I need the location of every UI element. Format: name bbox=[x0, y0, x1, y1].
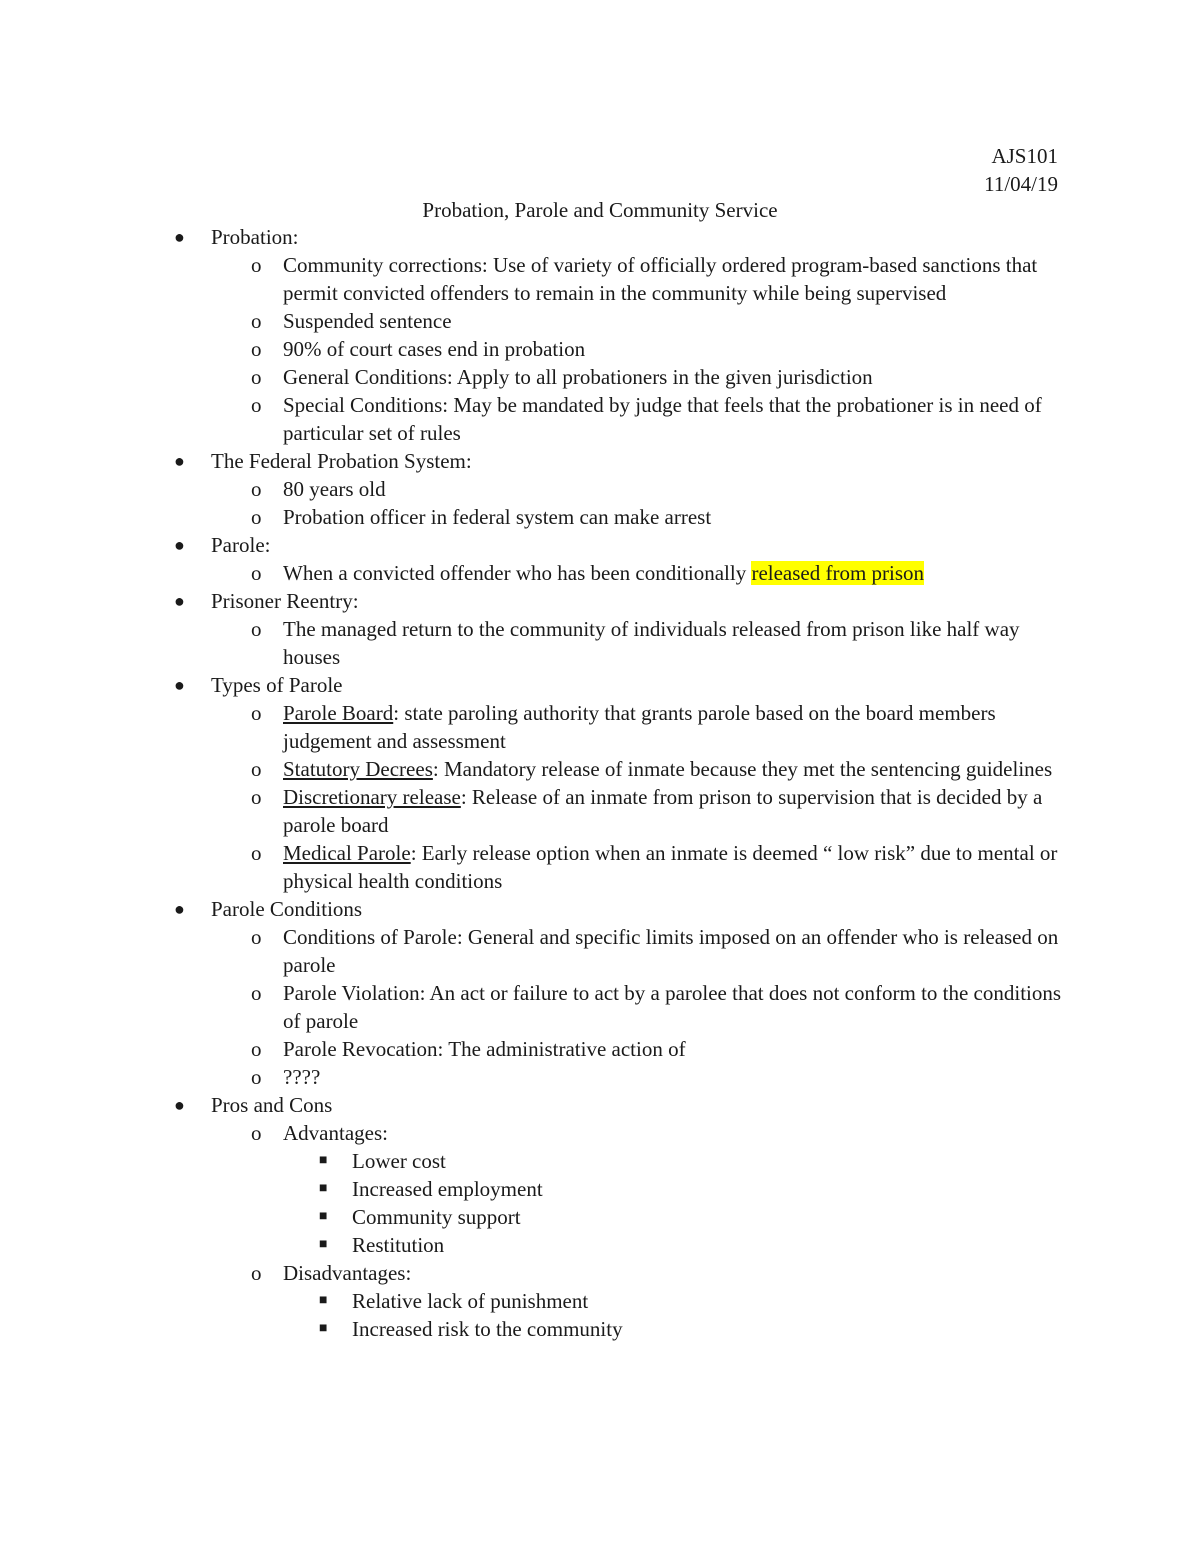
list-item: ■ Increased employment bbox=[319, 1177, 543, 1201]
square-bullet-icon: ■ bbox=[319, 1153, 328, 1168]
circle-bullet-icon: o bbox=[251, 309, 262, 333]
list-item: ● Parole: bbox=[174, 533, 271, 557]
list-item: o Disadvantages: bbox=[251, 1261, 412, 1285]
list-item: o The managed return to the community of individuals released from prison like half way houses bbox=[251, 617, 1020, 669]
list-item: o Suspended sentence bbox=[251, 309, 452, 333]
notes-outline bbox=[0, 223, 1200, 1343]
list-item: o General Conditions: Apply to all probationers in the given jurisdiction bbox=[251, 365, 873, 389]
bullet-icon: ● bbox=[174, 899, 185, 919]
highlighted-text: released from prison bbox=[751, 561, 925, 585]
circle-bullet-icon: o bbox=[251, 561, 262, 585]
list-item: o Community corrections: Use of variety of officially ordered program-based sanctions that permit convicted offenders to remain in the community while being supervised bbox=[251, 253, 1038, 305]
list-item: o 90% of court cases end in probation bbox=[251, 337, 586, 361]
circle-bullet-icon: o bbox=[251, 365, 262, 389]
list-item: ● Pros and Cons bbox=[174, 1093, 333, 1117]
list-item: o ???? bbox=[251, 1065, 321, 1089]
list-item: ● Prisoner Reentry: bbox=[174, 589, 359, 613]
circle-bullet-icon: o bbox=[251, 505, 262, 529]
term-statutory-decrees: Statutory Decrees bbox=[283, 757, 433, 781]
list-item: o Conditions of Parole: General and specific limits imposed on an offender who is released on parole bbox=[251, 925, 1059, 977]
list-item: ● Types of Parole bbox=[174, 673, 343, 697]
list-item: ■ Restitution bbox=[319, 1233, 445, 1257]
list-item: o Parole Board: state paroling authority that grants parole based on the board members judgement and assessment bbox=[251, 701, 996, 753]
course-code: AJS101 bbox=[991, 144, 1058, 168]
list-item: o 80 years old bbox=[251, 477, 386, 501]
circle-bullet-icon: o bbox=[251, 337, 262, 361]
circle-bullet-icon: o bbox=[251, 393, 262, 417]
bullet-icon: ● bbox=[174, 535, 185, 555]
circle-bullet-icon: o bbox=[251, 701, 262, 725]
list-item: o Parole Violation: An act or failure to act by a parolee that does not conform to the conditions of parole bbox=[251, 981, 1062, 1033]
circle-bullet-icon: o bbox=[251, 253, 262, 277]
date: 11/04/19 bbox=[984, 172, 1058, 196]
term-parole-board: Parole Board bbox=[283, 701, 394, 725]
square-bullet-icon: ■ bbox=[319, 1321, 328, 1336]
list-item: o Parole Revocation: The administrative action of bbox=[251, 1037, 686, 1061]
list-item: ● The Federal Probation System: bbox=[174, 449, 472, 473]
bullet-icon: ● bbox=[174, 227, 185, 247]
bullet-icon: ● bbox=[174, 1095, 185, 1115]
term-medical-parole: Medical Parole bbox=[283, 841, 411, 865]
list-item: ■ Community support bbox=[319, 1205, 521, 1229]
list-item: ■ Relative lack of punishment bbox=[319, 1289, 589, 1313]
list-item: o Advantages: bbox=[251, 1121, 388, 1145]
header-info bbox=[984, 142, 1058, 198]
square-bullet-icon: ■ bbox=[319, 1293, 328, 1308]
list-item: o Discretionary release: Release of an inmate from prison to supervision that is decided by a parole board bbox=[251, 785, 1043, 837]
circle-bullet-icon: o bbox=[251, 477, 262, 501]
bullet-icon: ● bbox=[174, 591, 185, 611]
circle-bullet-icon: o bbox=[251, 1065, 262, 1089]
circle-bullet-icon: o bbox=[251, 1037, 262, 1061]
list-item: o When a convicted offender who has been conditionally released from prison bbox=[251, 561, 925, 585]
list-item: o Medical Parole: Early release option when an inmate is deemed “ low risk” due to mental or physical health conditions bbox=[251, 841, 1058, 893]
circle-bullet-icon: o bbox=[251, 841, 262, 865]
circle-bullet-icon: o bbox=[251, 757, 262, 781]
list-item: ● Probation: bbox=[174, 225, 299, 249]
list-item: o Probation officer in federal system can make arrest bbox=[251, 505, 712, 529]
square-bullet-icon: ■ bbox=[319, 1209, 328, 1224]
square-bullet-icon: ■ bbox=[319, 1237, 328, 1252]
bullet-icon: ● bbox=[174, 675, 185, 695]
circle-bullet-icon: o bbox=[251, 617, 262, 641]
list-item: ■ Lower cost bbox=[319, 1149, 446, 1173]
list-item: o Statutory Decrees: Mandatory release of inmate because they met the sentencing guidelines bbox=[251, 757, 1053, 781]
bullet-icon: ● bbox=[174, 451, 185, 471]
circle-bullet-icon: o bbox=[251, 981, 262, 1005]
term-discretionary-release: Discretionary release bbox=[283, 785, 461, 809]
circle-bullet-icon: o bbox=[251, 925, 262, 949]
list-item: o Special Conditions: May be mandated by judge that feels that the probationer is in need of particular set of rules bbox=[251, 393, 1042, 445]
circle-bullet-icon: o bbox=[251, 1261, 262, 1285]
list-item: ● Parole Conditions bbox=[174, 897, 363, 921]
square-bullet-icon: ■ bbox=[319, 1181, 328, 1196]
page-title: Probation, Parole and Community Service bbox=[422, 198, 778, 222]
list-item: ■ Increased risk to the community bbox=[319, 1317, 623, 1341]
circle-bullet-icon: o bbox=[251, 785, 262, 809]
circle-bullet-icon: o bbox=[251, 1121, 262, 1145]
